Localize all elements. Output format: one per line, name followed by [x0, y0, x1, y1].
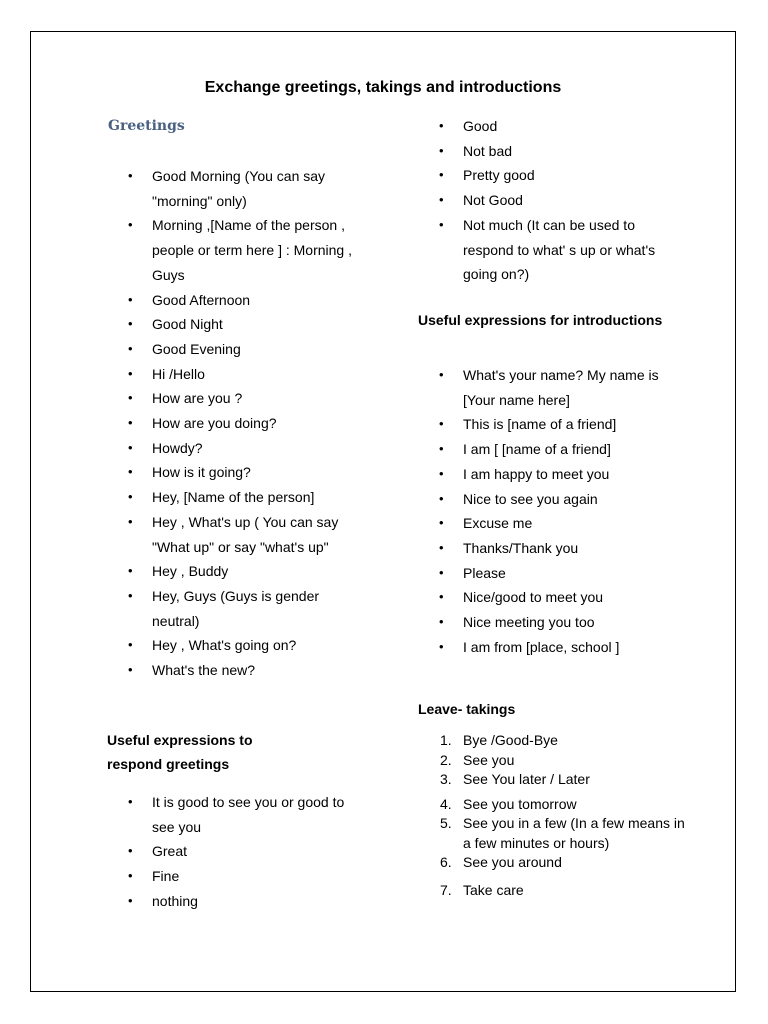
list-item: • How are you doing? — [152, 411, 367, 436]
list-item: • Nice to see you again — [463, 487, 683, 512]
list-item: • Good Morning (You can say "morning" only) — [152, 164, 367, 213]
list-item — [440, 795, 693, 815]
list-item — [440, 881, 693, 901]
list-item: • Great — [152, 839, 357, 864]
list-item: • Hey , What's up ( You can say "What up" or say "what's up" — [152, 510, 367, 559]
respond-heading-line1: Useful expressions to — [107, 732, 253, 748]
list-item: • Fine — [152, 864, 357, 889]
list-item: • Hey , Buddy — [152, 559, 367, 584]
list-item: • I am [ [name of a friend] — [463, 437, 683, 462]
greetings-heading: Greetings — [108, 118, 185, 134]
item-text: See you in a few (In a few means in a few minutes or hours) — [463, 815, 685, 851]
item-number: 3. — [440, 771, 452, 787]
leave-takings-heading: Leave- takings — [418, 701, 516, 717]
list-item: • How is it going? — [152, 460, 367, 485]
item-text: See you — [463, 751, 515, 768]
list-item: • Hi /Hello — [152, 362, 367, 387]
list-item: • Good Night — [152, 312, 367, 337]
item-text: See you around — [463, 854, 562, 870]
list-item: • Hey, Guys (Guys is gender neutral) — [152, 584, 367, 633]
introductions-list — [463, 363, 683, 659]
greetings-list — [152, 164, 367, 683]
list-item: • Not much (It can be used to respond to what' s up or what's going on?) — [463, 213, 678, 287]
list-item: • Excuse me — [463, 511, 683, 536]
list-item — [440, 770, 693, 790]
list-item — [440, 731, 693, 751]
respond-list-left — [152, 790, 357, 914]
item-number: 2. — [440, 751, 452, 768]
list-item — [440, 751, 693, 771]
document-title: Exchange greetings, takings and introductions — [204, 79, 562, 96]
respond-list-right — [463, 114, 678, 287]
list-item: • It is good to see you or good to see you — [152, 790, 357, 839]
list-item: • What's the new? — [152, 658, 367, 683]
item-text: See you tomorrow — [463, 795, 577, 812]
respond-greetings-heading — [107, 728, 253, 776]
list-item: • Morning ,[Name of the person , people or term here ] : Morning , Guys — [152, 213, 367, 287]
list-item: • nothing — [152, 889, 357, 914]
list-item: • Not Good — [463, 188, 678, 213]
item-text: Take care — [463, 881, 524, 898]
list-item: • Good — [463, 114, 678, 139]
respond-heading-line2: respond greetings — [107, 756, 230, 772]
item-number: 5. — [440, 815, 452, 831]
item-number: 4. — [440, 795, 452, 812]
document-page — [30, 31, 736, 992]
item-text: See You later / Later — [463, 771, 590, 787]
item-number: 7. — [440, 881, 452, 898]
list-item: • Pretty good — [463, 163, 678, 188]
list-item: • Not bad — [463, 139, 678, 164]
item-number: 6. — [440, 854, 452, 870]
list-item: • I am from [place, school ] — [463, 635, 683, 660]
list-item: • Hey, [Name of the person] — [152, 485, 367, 510]
list-item: • Howdy? — [152, 436, 367, 461]
list-item: • Please — [463, 561, 683, 586]
list-item: • This is [name of a friend] — [463, 412, 683, 437]
item-number: 1. — [440, 732, 452, 748]
list-item — [440, 853, 693, 873]
list-item: • How are you ? — [152, 386, 367, 411]
list-item: • What's your name? My name is [Your name here] — [463, 363, 683, 412]
list-item: • Hey , What's going on? — [152, 633, 367, 658]
list-item — [440, 814, 693, 853]
list-item: • Thanks/Thank you — [463, 536, 683, 561]
list-item: • Good Evening — [152, 337, 367, 362]
leave-takings-list — [440, 731, 693, 900]
list-item: • I am happy to meet you — [463, 462, 683, 487]
list-item: • Good Afternoon — [152, 288, 367, 313]
list-item: • Nice meeting you too — [463, 610, 683, 635]
introductions-heading: Useful expressions for introductions — [418, 312, 663, 328]
list-item: • Nice/good to meet you — [463, 585, 683, 610]
item-text: Bye /Good-Bye — [463, 732, 558, 748]
